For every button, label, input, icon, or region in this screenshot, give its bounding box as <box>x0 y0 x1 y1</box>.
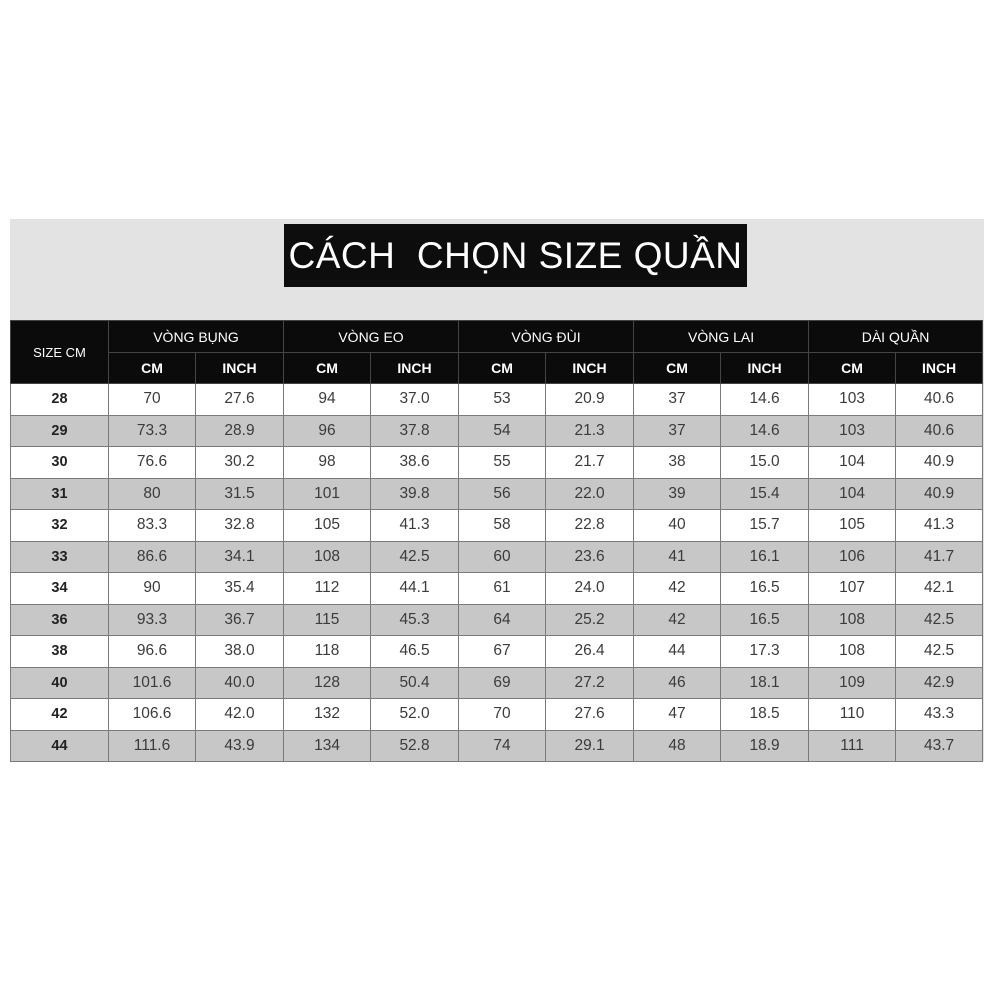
measurement-cell: 37 <box>634 415 721 447</box>
measurement-cell: 14.6 <box>721 415 809 447</box>
measurement-cell: 52.8 <box>371 730 459 762</box>
measurement-cell: 32.8 <box>196 510 284 542</box>
measurement-cell: 16.5 <box>721 604 809 636</box>
group-header-vong-dui: VÒNG ĐÙI <box>459 321 634 353</box>
measurement-cell: 40 <box>634 510 721 542</box>
measurement-cell: 111 <box>809 730 896 762</box>
measurement-cell: 40.9 <box>896 478 983 510</box>
measurement-cell: 109 <box>809 667 896 699</box>
measurement-cell: 41.3 <box>896 510 983 542</box>
measurement-cell: 41 <box>634 541 721 573</box>
table-row <box>11 478 983 510</box>
measurement-cell: 27.6 <box>196 384 284 416</box>
measurement-cell: 42.5 <box>896 636 983 668</box>
measurement-cell: 30.2 <box>196 447 284 479</box>
measurement-cell: 14.6 <box>721 384 809 416</box>
measurement-cell: 40.0 <box>196 667 284 699</box>
measurement-cell: 96 <box>284 415 371 447</box>
measurement-cell: 106 <box>809 541 896 573</box>
size-cell: 38 <box>11 636 109 668</box>
measurement-cell: 61 <box>459 573 546 605</box>
measurement-cell: 21.3 <box>546 415 634 447</box>
measurement-cell: 105 <box>809 510 896 542</box>
size-cell: 31 <box>11 478 109 510</box>
measurement-cell: 34.1 <box>196 541 284 573</box>
measurement-cell: 15.0 <box>721 447 809 479</box>
measurement-cell: 43.9 <box>196 730 284 762</box>
measurement-cell: 90 <box>109 573 196 605</box>
measurement-cell: 134 <box>284 730 371 762</box>
measurement-cell: 42.1 <box>896 573 983 605</box>
measurement-cell: 53 <box>459 384 546 416</box>
measurement-cell: 44 <box>634 636 721 668</box>
measurement-cell: 67 <box>459 636 546 668</box>
size-cell: 36 <box>11 604 109 636</box>
table-row <box>11 510 983 542</box>
table-row <box>11 384 983 416</box>
measurement-cell: 98 <box>284 447 371 479</box>
measurement-cell: 86.6 <box>109 541 196 573</box>
size-cell: 44 <box>11 730 109 762</box>
measurement-cell: 55 <box>459 447 546 479</box>
measurement-cell: 45.3 <box>371 604 459 636</box>
measurement-cell: 22.0 <box>546 478 634 510</box>
measurement-cell: 111.6 <box>109 730 196 762</box>
measurement-cell: 37 <box>634 384 721 416</box>
measurement-cell: 39.8 <box>371 478 459 510</box>
measurement-cell: 70 <box>459 699 546 731</box>
size-cell: 42 <box>11 699 109 731</box>
measurement-cell: 46 <box>634 667 721 699</box>
measurement-cell: 42 <box>634 604 721 636</box>
measurement-cell: 46.5 <box>371 636 459 668</box>
group-header-vong-eo: VÒNG EO <box>284 321 459 353</box>
measurement-cell: 132 <box>284 699 371 731</box>
measurement-cell: 15.4 <box>721 478 809 510</box>
table-row <box>11 730 983 762</box>
measurement-cell: 38.6 <box>371 447 459 479</box>
measurement-cell: 43.3 <box>896 699 983 731</box>
size-cell: 40 <box>11 667 109 699</box>
size-cell: 29 <box>11 415 109 447</box>
table-row <box>11 667 983 699</box>
header-row-groups <box>11 321 983 353</box>
group-header-vong-lai: VÒNG LAI <box>634 321 809 353</box>
measurement-cell: 23.6 <box>546 541 634 573</box>
table-body <box>11 384 983 762</box>
measurement-cell: 74 <box>459 730 546 762</box>
group-header-dai-quan: DÀI QUẦN <box>809 321 983 353</box>
table-row <box>11 636 983 668</box>
size-cell: 30 <box>11 447 109 479</box>
measurement-cell: 58 <box>459 510 546 542</box>
measurement-cell: 28.9 <box>196 415 284 447</box>
measurement-cell: 76.6 <box>109 447 196 479</box>
measurement-cell: 16.1 <box>721 541 809 573</box>
measurement-cell: 47 <box>634 699 721 731</box>
measurement-cell: 18.5 <box>721 699 809 731</box>
measurement-cell: 104 <box>809 478 896 510</box>
measurement-cell: 41.7 <box>896 541 983 573</box>
measurement-cell: 108 <box>809 604 896 636</box>
measurement-cell: 16.5 <box>721 573 809 605</box>
measurement-cell: 83.3 <box>109 510 196 542</box>
measurement-cell: 27.2 <box>546 667 634 699</box>
measurement-cell: 96.6 <box>109 636 196 668</box>
measurement-cell: 104 <box>809 447 896 479</box>
measurement-cell: 20.9 <box>546 384 634 416</box>
measurement-cell: 48 <box>634 730 721 762</box>
unit-header-cm: CM <box>634 353 721 384</box>
size-cell: 32 <box>11 510 109 542</box>
measurement-cell: 18.9 <box>721 730 809 762</box>
unit-header-inch: INCH <box>371 353 459 384</box>
table-row <box>11 447 983 479</box>
measurement-cell: 42.5 <box>371 541 459 573</box>
measurement-cell: 101 <box>284 478 371 510</box>
measurement-cell: 41.3 <box>371 510 459 542</box>
measurement-cell: 26.4 <box>546 636 634 668</box>
measurement-cell: 107 <box>809 573 896 605</box>
measurement-cell: 128 <box>284 667 371 699</box>
measurement-cell: 54 <box>459 415 546 447</box>
measurement-cell: 108 <box>809 636 896 668</box>
measurement-cell: 103 <box>809 415 896 447</box>
measurement-cell: 110 <box>809 699 896 731</box>
page-title: CÁCH CHỌN SIZE QUẦN <box>284 224 747 287</box>
unit-header-inch: INCH <box>196 353 284 384</box>
measurement-cell: 69 <box>459 667 546 699</box>
table-row <box>11 541 983 573</box>
measurement-cell: 93.3 <box>109 604 196 636</box>
measurement-cell: 24.0 <box>546 573 634 605</box>
measurement-cell: 60 <box>459 541 546 573</box>
measurement-cell: 105 <box>284 510 371 542</box>
unit-header-cm: CM <box>459 353 546 384</box>
measurement-cell: 73.3 <box>109 415 196 447</box>
measurement-cell: 118 <box>284 636 371 668</box>
measurement-cell: 38 <box>634 447 721 479</box>
measurement-cell: 27.6 <box>546 699 634 731</box>
measurement-cell: 29.1 <box>546 730 634 762</box>
size-header: SIZE CM <box>11 321 109 384</box>
unit-header-cm: CM <box>284 353 371 384</box>
size-cell: 33 <box>11 541 109 573</box>
measurement-cell: 80 <box>109 478 196 510</box>
measurement-cell: 52.0 <box>371 699 459 731</box>
measurement-cell: 108 <box>284 541 371 573</box>
measurement-cell: 17.3 <box>721 636 809 668</box>
table-row <box>11 573 983 605</box>
measurement-cell: 18.1 <box>721 667 809 699</box>
measurement-cell: 64 <box>459 604 546 636</box>
measurement-cell: 42.9 <box>896 667 983 699</box>
measurement-cell: 40.6 <box>896 415 983 447</box>
measurement-cell: 22.8 <box>546 510 634 542</box>
measurement-cell: 101.6 <box>109 667 196 699</box>
unit-header-inch: INCH <box>546 353 634 384</box>
measurement-cell: 38.0 <box>196 636 284 668</box>
measurement-cell: 40.6 <box>896 384 983 416</box>
measurement-cell: 42.5 <box>896 604 983 636</box>
measurement-cell: 42 <box>634 573 721 605</box>
measurement-cell: 50.4 <box>371 667 459 699</box>
measurement-cell: 31.5 <box>196 478 284 510</box>
table-row <box>11 604 983 636</box>
measurement-cell: 39 <box>634 478 721 510</box>
measurement-cell: 115 <box>284 604 371 636</box>
size-cell: 34 <box>11 573 109 605</box>
measurement-cell: 42.0 <box>196 699 284 731</box>
measurement-cell: 106.6 <box>109 699 196 731</box>
measurement-cell: 43.7 <box>896 730 983 762</box>
group-header-vong-bung: VÒNG BỤNG <box>109 321 284 353</box>
size-chart-table <box>10 320 983 762</box>
unit-header-inch: INCH <box>896 353 983 384</box>
table-row <box>11 415 983 447</box>
measurement-cell: 70 <box>109 384 196 416</box>
measurement-cell: 44.1 <box>371 573 459 605</box>
measurement-cell: 35.4 <box>196 573 284 605</box>
unit-header-cm: CM <box>109 353 196 384</box>
measurement-cell: 21.7 <box>546 447 634 479</box>
unit-header-inch: INCH <box>721 353 809 384</box>
measurement-cell: 15.7 <box>721 510 809 542</box>
measurement-cell: 36.7 <box>196 604 284 636</box>
measurement-cell: 103 <box>809 384 896 416</box>
unit-header-cm: CM <box>809 353 896 384</box>
header-row-units <box>11 353 983 384</box>
size-cell: 28 <box>11 384 109 416</box>
measurement-cell: 40.9 <box>896 447 983 479</box>
table-row <box>11 699 983 731</box>
measurement-cell: 112 <box>284 573 371 605</box>
measurement-cell: 37.0 <box>371 384 459 416</box>
measurement-cell: 37.8 <box>371 415 459 447</box>
measurement-cell: 94 <box>284 384 371 416</box>
measurement-cell: 25.2 <box>546 604 634 636</box>
measurement-cell: 56 <box>459 478 546 510</box>
